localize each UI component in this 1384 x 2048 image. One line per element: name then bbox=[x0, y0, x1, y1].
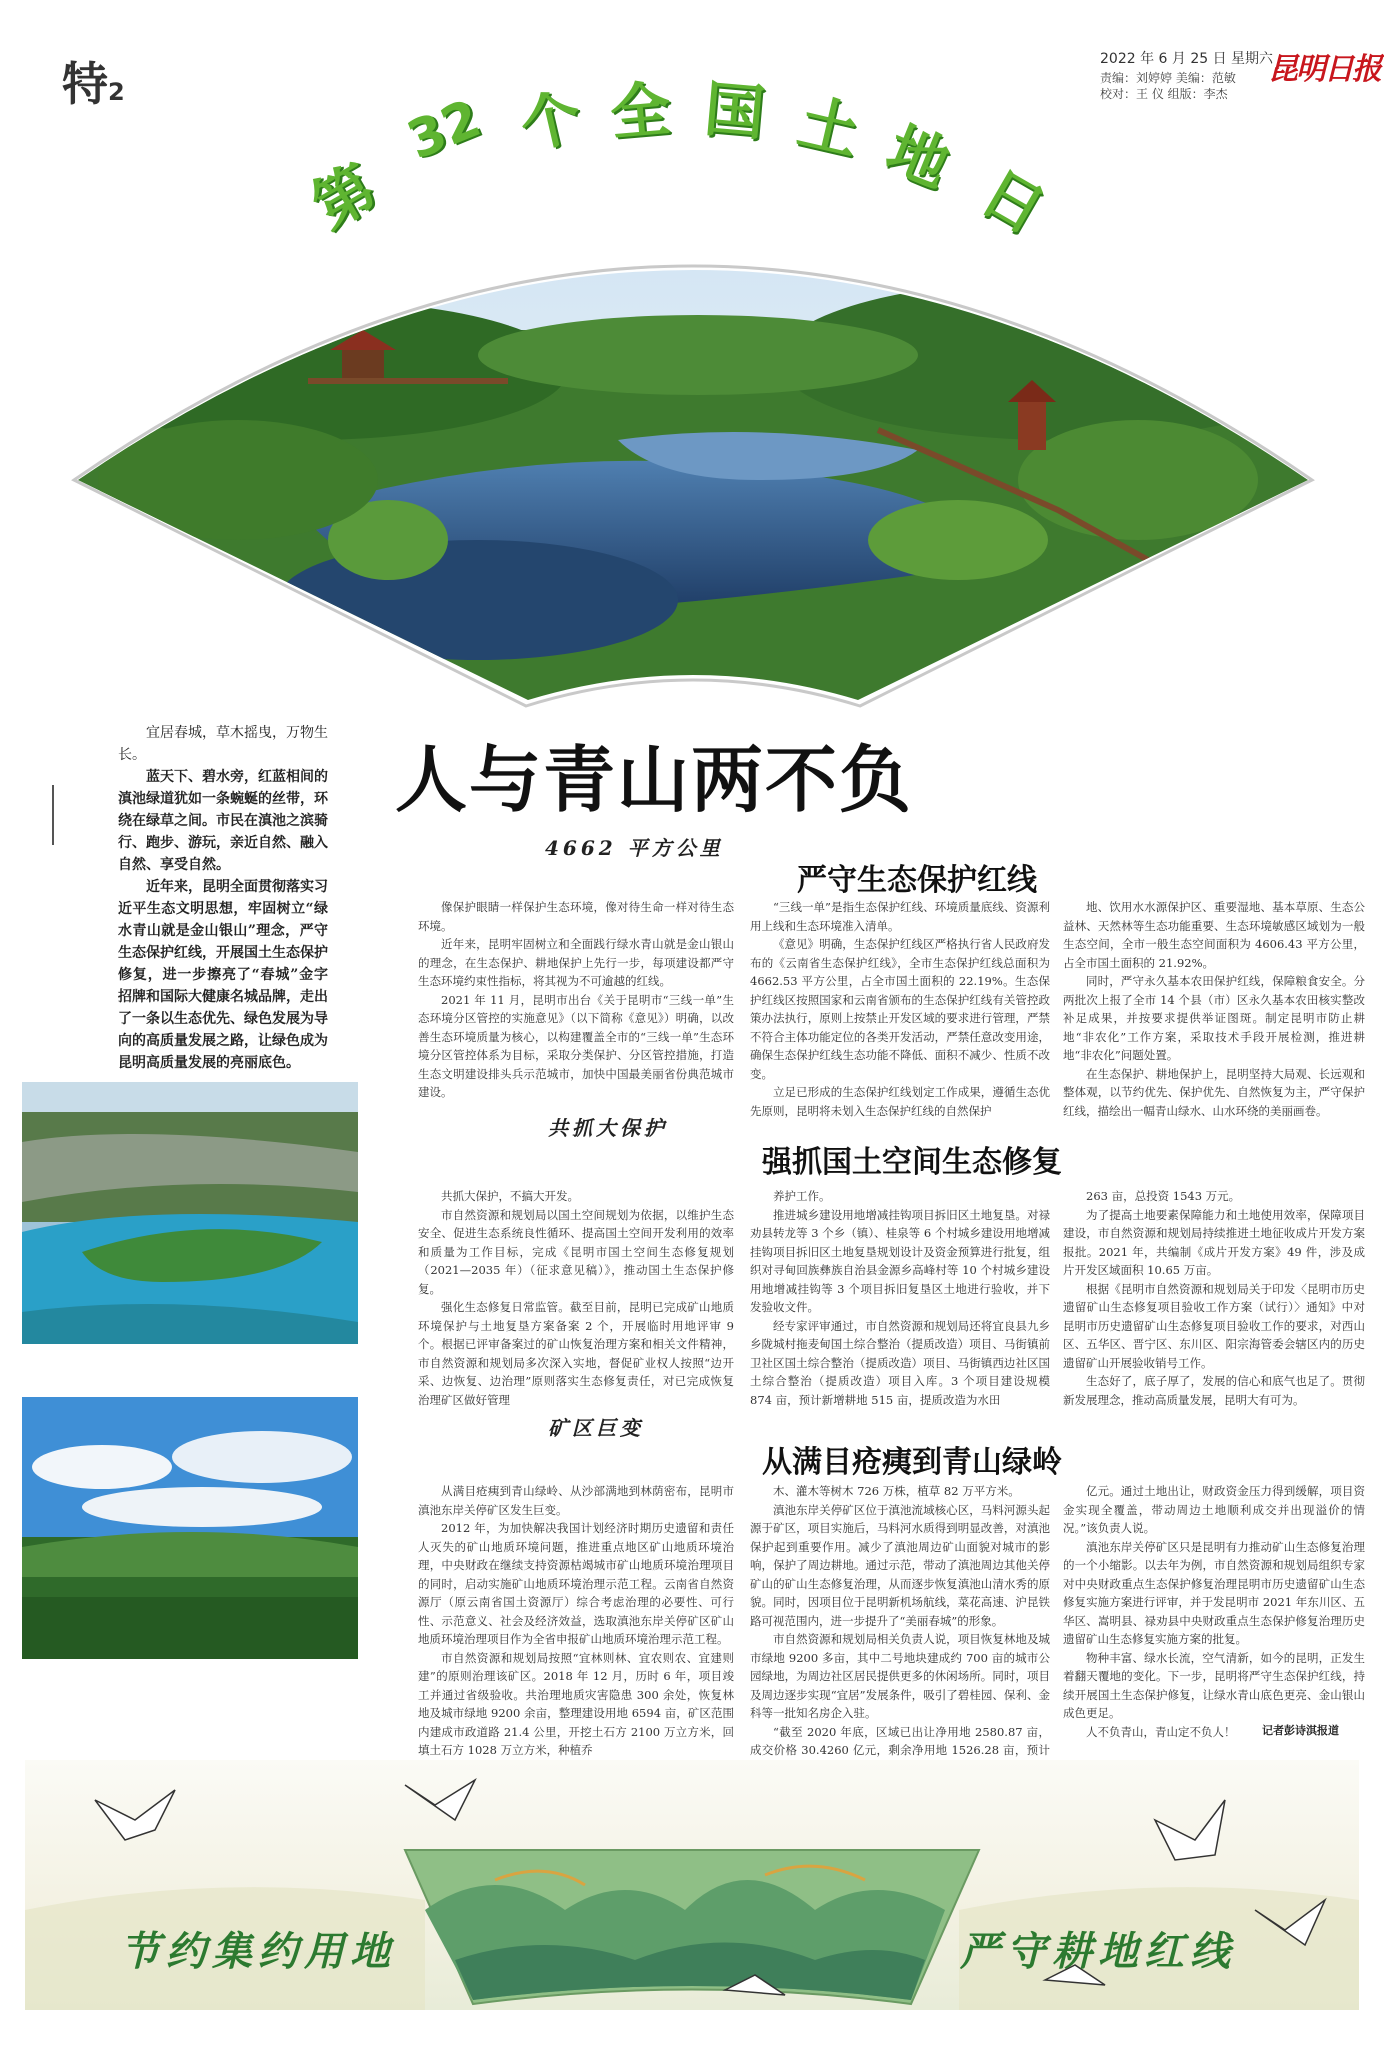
main-headline: 人与青山两不负 bbox=[395, 738, 914, 822]
section2-column-3 bbox=[1063, 1187, 1365, 1409]
section-title: 强抓国土空间生态修复 bbox=[762, 1145, 1062, 1180]
feature-title-char: 个 bbox=[514, 81, 589, 163]
paragraph: “三线一单”是指生态保护红线、环境质量底线、资源利用上线和生态环境准入清单。 bbox=[750, 900, 1050, 933]
feature-title-char: 地 bbox=[877, 113, 960, 202]
slogan-left: 节约集约用地 bbox=[120, 1928, 396, 1975]
green-hills-photo bbox=[22, 1397, 358, 1659]
section2-column-2 bbox=[750, 1187, 1050, 1409]
section1-column-1 bbox=[418, 898, 734, 1102]
intro-paragraph: 宜居春城，草木摇曳，万物生长。 bbox=[118, 725, 328, 763]
paragraph: 在生态保护、耕地保护上，昆明坚持大局观、长远观和整体观，以节约优先、保护优先、自然恢复为主，严守保护红线，描绘出一幅青山绿水、山水环绕的美丽画卷。 bbox=[1063, 1066, 1365, 1118]
byline: 记者彭诗淇报道 bbox=[1262, 1724, 1339, 1737]
paragraph: 为了提高土地要素保障能力和土地使用效率，保障项目建设，市自然资源和规划局持续推进土地征收成片开发方案报批。2021 年，共编制《成片开发方案》49 件，涉及成片开发区域面积 10.65 万亩。 bbox=[1063, 1207, 1365, 1277]
paragraph: 地、饮用水水源保护区、重要湿地、基本草原、生态公益林、天然林等生态功能重要、生态环境敏感区域划为一般生态空间，全市一般生态空间面积为 4606.43 平方公里，占全市国土面积的 21.92%。 bbox=[1063, 900, 1365, 970]
paragraph: 亿元。通过土地出让，财政资金压力得到缓解，项目资金实现全覆盖，带动周边土地顺利成交并出现溢价的情况。”该负责人说。 bbox=[1063, 1484, 1365, 1535]
paper-name-logo: 昆明日报 bbox=[1268, 52, 1380, 87]
slogan-right: 严守耕地红线 bbox=[960, 1928, 1236, 1975]
intro-paragraph: 近年来，昆明全面贯彻落实习近平生态文明思想，牢固树立“绿水青山就是金山银山”理念，严守生态保护红线，开展国土生态保护修复，进一步擦亮了“春城”金字招牌和国际大健康名城品牌，走出了一条以生态优先、绿色发展为导向的高质量发展之路，让绿色成为昆明高质量发展的亮丽底色。 bbox=[118, 879, 328, 1071]
paragraph: 强化生态修复日常监管。截至目前，昆明已完成矿山地质环境保护与土地复垦方案备案 2 个，开展临时用地评审 9 个。根据已评审备案过的矿山恢复治理方案和相关文件精神，市自然资源和规划局多次深入实地，督促矿业权人按照“边开采、边恢复、边治理”原则落实生态修复责任，对已完成恢复治理矿区做好管理 bbox=[418, 1300, 734, 1407]
paragraph: 物种丰富、绿水长流，空气清新，如今的昆明，正发生着翻天覆地的变化。下一步，昆明将严守生态保护红线，持续开展国土生态保护修复，让绿水青山底色更亮、金山银山成色更足。 bbox=[1063, 1650, 1365, 1720]
paragraph: 养护工作。 bbox=[773, 1189, 831, 1203]
credits-line-2: 校对：王 仪 组版：李杰 bbox=[1100, 87, 1228, 101]
paragraph: “截至 2020 年底，区域已出让净用地 2580.87 亩，成交价格 30.4260 亿元，剩余净用地 1526.28 亩，预计 bbox=[750, 1724, 1050, 1757]
feature-title-char: 32 bbox=[399, 88, 489, 172]
wetland-fan-photo bbox=[58, 180, 1328, 720]
section-tag: 矿区巨变 bbox=[548, 1416, 644, 1440]
feature-title-char: 第 bbox=[301, 152, 388, 243]
paragraph: 滇池东岸关停矿区位于滇池流域核心区，马料河源头起源于矿区，项目实施后，马料河水质得到明显改善，对滇池保护起到重要作用。减少了滇池周边矿山面貌对城市的影响，保护了周边耕地。通过示范，带动了滇池周边其他关停矿山的矿山生态修复治理，从而逐步恢复滇池山清水秀的原貌。同时，因项目位于昆明新机场航线，菜花高速、沪昆铁路可视范围内，进一步提升了“美丽春城”的形象。 bbox=[750, 1502, 1050, 1628]
lake-aerial-photo bbox=[22, 1082, 358, 1344]
paragraph: 滇池东岸关停矿区只是昆明有力推动矿山生态修复治理的一个小缩影。以去年为例，市自然资源和规划局组织专家对中央财政重点生态保护修复治理昆明市历史遗留矿山生态修复实施方案进行评审，并于发昆明市 2021 年东川区、五华区、嵩明县、禄劝县中央财政重点生态保护修复治理历史遗留矿山生态修复实施方案的批复。 bbox=[1063, 1539, 1365, 1646]
section3-column-1 bbox=[418, 1482, 734, 1760]
intro-divider bbox=[52, 785, 54, 845]
page-label bbox=[62, 48, 125, 114]
dateline: 2022 年 6 月 25 日 星期六 bbox=[1100, 51, 1274, 67]
paragraph: 市自然资源和规划局相关负责人说，项目恢复林地及城市绿地 9200 多亩，其中二号地块建成约 700 亩的城市公园绿地，为周边社区居民提供更多的休闲场所。同时，项目及周边逐步实现“宜居”发展条件，吸引了碧桂园、保利、金科等一批知名房企入驻。 bbox=[750, 1632, 1050, 1720]
paragraph: 根据《昆明市自然资源和规划局关于印发〈昆明市历史遗留矿山生态修复项目验收工作方案（试行）〉通知》中对昆明市历史遗留矿山生态修复项目验收工作的要求，对西山区、五华区、晋宁区、东川区、阳宗海管委会辖区内的历史遗留矿山开展验收销号工作。 bbox=[1063, 1281, 1365, 1370]
paragraph: 2012 年，为加快解决我国计划经济时期历史遗留和责任人灭失的矿山地质环境问题，推进重点地区矿山地质环境治理，中央财政在继续支持资源枯竭城市矿山地质环境治理项目的同时，启动实施矿山地质环境治理示范工程。云南省自然资源厅（原云南省国土资源厅）综合考虑治理的必要性、可行性、示范意义、社会及经济效益，选取滇池东岸关停矿区矿山地质环境治理项目作为全省申报矿山地质环境治理示范工程。 bbox=[418, 1521, 734, 1646]
credits bbox=[1100, 70, 1280, 102]
feature-title-char: 国 bbox=[701, 74, 768, 150]
paragraph: 2021 年 11 月，昆明市出台《关于昆明市“三线一单”生态环境分区管控的实施意见》（以下简称《意见》）明确，以改善生态环境质量为核心，以构建覆盖全市的“三线一单”生态环境分区管控体系为目标，采取分类保护、分区管控措施，打造生态文明建设排头兵示范城市，加快中国最美丽省份典范城市建设。 bbox=[418, 992, 734, 1099]
paragraph: 经专家评审通过，市自然资源和规划局还将宜良县九乡乡陇城村拖麦甸国土综合整治（提质改造）项目、马街镇前卫社区国土综合整治（提质改造）项目、马街镇西边社区国土综合整治（提质改造）项目入库。3 个项目建设规模 874 亩，预计新增耕地 515 亩，提质改造为水田 bbox=[750, 1318, 1050, 1407]
paragraph: 市自然资源和规划局以国土空间规划为依据，以维护生态安全、促进生态系统良性循环、提高国土空间开发利用的效率和质量为工作目标，完成《昆明市国土空间生态修复规划（2021—2035 年）（征求意见稿）》，推动国土生态保护修复。 bbox=[418, 1207, 734, 1296]
section2-column-1 bbox=[418, 1187, 734, 1409]
section3-column-3 bbox=[1063, 1482, 1365, 1741]
paragraph: 近年来，昆明牢固树立和全面践行绿水青山就是金山银山的理念，在生态保护、耕地保护上先行一步，每项建设都严守生态环境约束性指标，将其视为不可逾越的红线。 bbox=[418, 937, 734, 988]
page-label-char: 特 bbox=[62, 57, 108, 111]
section-title: 严守生态保护红线 bbox=[797, 863, 1037, 898]
page-number: 2 bbox=[108, 78, 125, 106]
section-tag: 4662 平方公里 bbox=[545, 836, 724, 860]
paragraph: 推进城乡建设用地增减挂钩项目拆旧区土地复垦。对禄劝县转龙等 3 个乡（镇）、桂泉等 6 个村城乡建设用地增减挂钩项目拆旧区土地复垦规划设计及资金预算进行批复，组织对寻甸回族彝族自治县金源乡高峰村等 10 个村城乡建设用地增减挂钩等 3 个项目拆旧复垦区土地进行验收，并下发验收文件。 bbox=[750, 1207, 1050, 1314]
credits-line-1: 责编：刘婷婷 美编：范敏 bbox=[1100, 71, 1236, 85]
paragraph: 市自然资源和规划局按照“宜林则林、宜农则农、宜建则建”的原则治理该矿区。2018 年 12 月，历时 6 年，项目竣工并通过省级验收。共治理地质灾害隐患 300 余处，恢复林地及城市绿地 9200 余亩，整理建设用地 6594 亩，矿区范围内建成市政道路 21.4 公里，开挖土石方 2100 万立方米，回填土石方 1028 万立方米，种植乔 bbox=[418, 1650, 734, 1757]
paragraph: 共抓大保护，不搞大开发。 bbox=[441, 1189, 579, 1203]
feature-title-char: 土 bbox=[791, 87, 866, 169]
paragraph: 立足已形成的生态保护红线划定工作成果，遵循生态优先原则，昆明将未划入生态保护红线的自然保护 bbox=[750, 1085, 1050, 1118]
paragraph: 木、灌木等树木 726 万株，植草 82 万平方米。 bbox=[773, 1484, 1020, 1498]
paragraph: 《意见》明确，生态保护红线区严格执行省人民政府发布的《云南省生态保护红线》，全市生态保护红线总面积为 4662.53 平方公里，占全市国土面积的 22.19%。生态保护红线区按照国家和云南省颁布的生态保护红线有关管控政策办法执行，原则上按禁止开发区域的要求进行管理，严禁不符合主体功能定位的各类开发活动，严禁任意改变用途，确保生态保护红线生态功能不降低、面积不减少、性质不改变。 bbox=[750, 937, 1050, 1081]
feature-title-char: 全 bbox=[607, 74, 674, 150]
paragraph: 263 亩，总投资 1543 万元。 bbox=[1086, 1189, 1241, 1203]
paragraph: 像保护眼睛一样保护生态环境，像对待生命一样对待生态环境。 bbox=[418, 900, 734, 933]
paragraph: 同时，严守永久基本农田保护红线，保障粮食安全。分两批次上报了全市 14 个县（市）区永久基本农田核实整改补足成果，并按要求提供举证图斑。制定昆明市防止耕地“非农化”工作方案，采取技术手段开展检测，推进耕地“非农化”问题处置。 bbox=[1063, 974, 1365, 1062]
section1-column-3 bbox=[1063, 898, 1365, 1120]
feature-title-char: 日 bbox=[969, 157, 1056, 248]
section1-column-2 bbox=[750, 898, 1050, 1120]
section-title: 从满目疮痍到青山绿岭 bbox=[762, 1445, 1062, 1480]
paragraph: 生态好了，底子厚了，发展的信心和底气也足了。贯彻新发展理念，推动高质量发展，昆明大有可为。 bbox=[1063, 1374, 1365, 1407]
paragraph: 人不负青山，青山定不负人！ bbox=[1086, 1724, 1236, 1739]
intro-paragraph: 蓝天下、碧水旁，红蓝相间的滇池绿道犹如一条蜿蜒的丝带，环绕在绿草之间。市民在滇池之滨骑行、跑步、游玩，亲近自然、融入自然、享受自然。 bbox=[118, 769, 328, 873]
section-tag: 共抓大保护 bbox=[548, 1116, 668, 1140]
paragraph: 从满目疮痍到青山绿岭、从沙部满地到林荫密布，昆明市滇池东岸关停矿区发生巨变。 bbox=[418, 1484, 734, 1517]
section3-column-2 bbox=[750, 1482, 1050, 1778]
intro-text bbox=[118, 722, 328, 1074]
